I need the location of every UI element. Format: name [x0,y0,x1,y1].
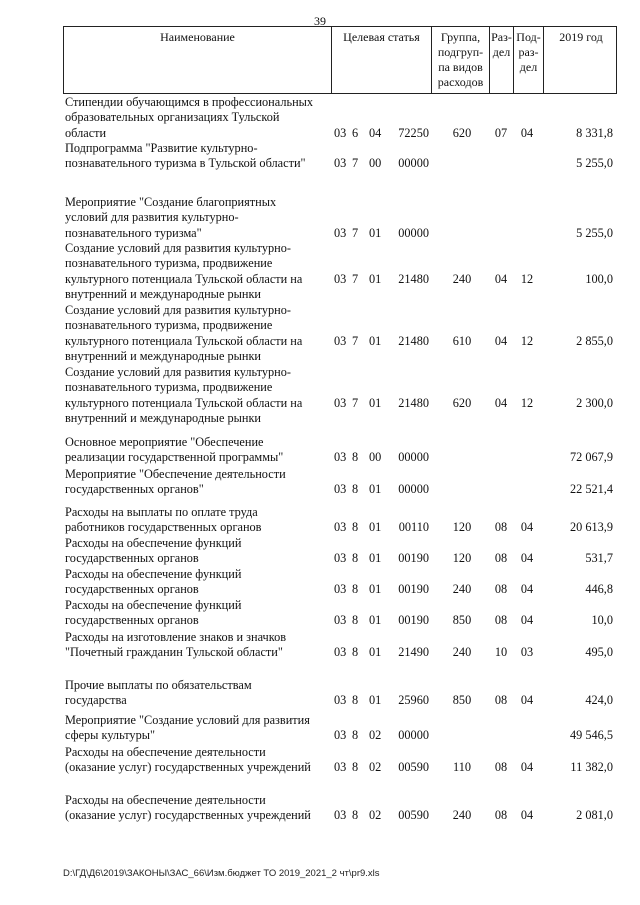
row-name [65,241,331,303]
row-cell-c6: 08 [494,693,508,708]
table-row [63,141,617,172]
row-cell-c2: 7 [352,333,359,348]
row-cell-c5: 120 [452,520,472,535]
row-cell-c4: 00000 [398,728,429,743]
row-cell-c8: 10,0 [591,613,613,628]
row-cell-c3: 01 [369,333,382,348]
row-cell-c2: 8 [352,551,359,566]
row-name [65,303,331,365]
table-row [63,630,617,661]
row-cell-c1: 03 [334,520,347,535]
row-cell-c3: 01 [369,395,382,410]
row-cell-c3: 01 [369,693,382,708]
row-name-line: Расходы на обеспечение деятельности [65,793,266,807]
row-name [65,678,331,709]
row-cell-c1: 03 [334,645,347,660]
row-cell-c4: 00000 [398,156,429,171]
row-cell-c5: 850 [452,693,472,708]
row-cell-c5: 620 [452,125,472,140]
row-name-line: культурного потенциала Тульской области на [65,395,303,410]
row-cell-c7: 04 [520,693,534,708]
row-name-line: познавательного туризма" [65,225,202,240]
row-name-line: Прочие выплаты по обязательствам [65,678,252,692]
row-name-line: Создание условий для развития культурно- [65,365,292,379]
header-section [490,27,514,93]
row-name-line: Расходы на изготовление знаков и значков [65,630,287,644]
row-name-line: Мероприятие "Создание условий для развития [65,713,310,727]
row-name [65,598,331,629]
table-row [63,793,617,824]
row-cell-c6: 04 [494,333,508,348]
row-cell-c4: 00000 [398,450,429,465]
row-cell-c6: 04 [494,395,508,410]
row-name-line: Основное мероприятие "Обеспечение [65,435,264,449]
row-name-line: Мероприятие "Создание благоприятных [65,195,277,209]
row-name-line: Расходы на обеспечение деятельности [65,745,266,759]
table-row [63,745,617,776]
row-name-line: государственных органов [65,582,199,597]
row-cell-c2: 8 [352,760,359,775]
row-name-line: области [65,125,107,140]
row-name-line: (оказание услуг) государственных учреждений [65,760,311,775]
row-name-line: государства [65,693,127,708]
header-subsection-line: дел [519,60,538,74]
header-target-label: Целевая статья [343,30,420,44]
row-name-line: культурного потенциала Тульской области на [65,333,303,348]
row-cell-c8: 2 081,0 [576,808,613,823]
row-name-line: познавательного туризма, продвижение [65,380,273,395]
row-cell-c4: 00190 [398,551,429,566]
page-number: 39 [314,14,326,28]
table-row [63,303,617,365]
row-name-line: внутренний и международные рынки [65,349,262,364]
row-cell-c8: 72 067,9 [569,450,613,465]
row-name-line: Расходы на обеспечение функций [65,536,242,550]
row-cell-c5: 120 [452,551,472,566]
row-name-line: познавательного туризма, продвижение [65,256,273,271]
row-cell-c7: 04 [520,760,534,775]
row-cell-c6: 08 [494,808,508,823]
row-cell-c8: 11 382,0 [570,760,613,775]
header-group-line: подгруп- [437,45,484,59]
row-cell-c2: 6 [352,125,359,140]
row-name-line: Мероприятие "Обеспечение деятельности [65,467,286,481]
row-cell-c6: 10 [494,645,508,660]
row-cell-c2: 7 [352,225,359,240]
row-cell-c7: 12 [520,395,534,410]
row-cell-c8: 49 546,5 [569,728,613,743]
row-cell-c8: 446,8 [585,582,613,597]
row-cell-c4: 21490 [398,645,429,660]
row-cell-c3: 01 [369,645,382,660]
header-section-line: дел [492,45,511,59]
row-cell-c2: 7 [352,395,359,410]
row-cell-c7: 03 [520,645,534,660]
row-name-line: внутренний и международные рынки [65,287,262,302]
row-cell-c4: 72250 [398,125,429,140]
header-group [432,27,490,93]
row-cell-c4: 25960 [398,693,429,708]
row-name [65,567,331,598]
row-cell-c3: 04 [369,125,382,140]
row-cell-c2: 8 [352,693,359,708]
row-cell-c5: 240 [452,808,472,823]
row-cell-c4: 21480 [398,395,429,410]
header-group-line: расходов [437,75,484,89]
row-cell-c7: 12 [520,333,534,348]
row-name [65,505,331,536]
file-path-footer: D:\ГД\Д6\2019\ЗАКОНЫ\ЗАС_66\Изм.бюджет ТО 2019_2021_2 чт\pr9.xls [63,868,380,879]
row-cell-c1: 03 [334,450,347,465]
table-row [63,567,617,598]
row-cell-c3: 02 [369,728,382,743]
table-row [63,598,617,629]
row-cell-c3: 01 [369,225,382,240]
row-cell-c6: 08 [494,520,508,535]
table-row [63,241,617,303]
row-name-line: образовательных организациях Тульской [65,110,280,125]
header-target [332,27,432,93]
row-cell-c8: 20 613,9 [569,520,613,535]
row-cell-c4: 00000 [398,225,429,240]
row-cell-c5: 240 [452,271,472,286]
row-cell-c6: 07 [494,125,508,140]
row-cell-c5: 850 [452,613,472,628]
row-cell-c8: 5 255,0 [576,156,613,171]
row-cell-c8: 5 255,0 [576,225,613,240]
row-cell-c8: 22 521,4 [569,482,613,497]
row-cell-c7: 04 [520,613,534,628]
row-cell-c8: 2 855,0 [576,333,613,348]
row-cell-c2: 7 [352,271,359,286]
header-name-label: Наименование [160,30,235,44]
row-name-line: государственных органов [65,551,199,566]
header-year [544,27,618,93]
row-cell-c1: 03 [334,333,347,348]
row-name-line: Создание условий для развития культурно- [65,241,292,255]
row-cell-c4: 21480 [398,333,429,348]
row-cell-c1: 03 [334,225,347,240]
row-name [65,745,331,776]
row-name-line: культурного потенциала Тульской области на [65,271,303,286]
row-name-line: "Почетный гражданин Тульской области" [65,645,283,660]
row-name-line: внутренний и международные рынки [65,411,262,426]
row-cell-c7: 04 [520,125,534,140]
row-cell-c4: 00590 [398,808,429,823]
table-row [63,195,617,241]
header-name [64,27,332,93]
row-cell-c7: 12 [520,271,534,286]
row-cell-c3: 00 [369,450,382,465]
row-cell-c6: 08 [494,582,508,597]
row-cell-c8: 531,7 [585,551,613,566]
row-cell-c8: 495,0 [585,645,613,660]
row-cell-c3: 02 [369,808,382,823]
row-cell-c7: 04 [520,551,534,566]
row-name [65,195,331,241]
row-cell-c1: 03 [334,271,347,286]
row-cell-c6: 08 [494,613,508,628]
row-cell-c5: 110 [453,760,471,775]
row-name-line: сферы культуры" [65,728,155,743]
row-cell-c4: 00000 [398,482,429,497]
row-name-line: познавательного туризма в Тульской области" [65,156,306,171]
row-cell-c1: 03 [334,482,347,497]
row-cell-c2: 8 [352,613,359,628]
row-cell-c5: 240 [452,645,472,660]
row-name-line: Расходы на выплаты по оплате труда [65,505,258,519]
row-name [65,713,331,744]
row-cell-c3: 01 [369,551,382,566]
row-cell-c8: 2 300,0 [576,395,613,410]
row-cell-c7: 04 [520,582,534,597]
row-cell-c3: 01 [369,582,382,597]
row-cell-c3: 01 [369,271,382,286]
row-cell-c2: 8 [352,728,359,743]
row-cell-c4: 21480 [398,271,429,286]
table-row [63,365,617,427]
row-cell-c2: 8 [352,808,359,823]
row-cell-c2: 8 [352,482,359,497]
row-cell-c1: 03 [334,582,347,597]
row-cell-c6: 08 [494,551,508,566]
row-cell-c1: 03 [334,156,347,171]
header-subsection-line: раз- [518,45,539,59]
row-name [65,435,331,466]
row-cell-c1: 03 [334,728,347,743]
table-row [63,536,617,567]
row-cell-c5: 240 [452,582,472,597]
row-cell-c1: 03 [334,693,347,708]
table-row [63,678,617,709]
row-name [65,365,331,427]
row-cell-c2: 8 [352,645,359,660]
row-name [65,141,331,172]
table-row [63,713,617,744]
row-cell-c2: 8 [352,582,359,597]
row-cell-c3: 00 [369,156,382,171]
header-group-line: Группа, [440,30,481,44]
row-cell-c1: 03 [334,760,347,775]
row-cell-c3: 01 [369,613,382,628]
row-cell-c8: 8 331,8 [576,125,613,140]
row-name [65,536,331,567]
row-name-line: государственных органов [65,613,199,628]
row-cell-c6: 08 [494,760,508,775]
row-cell-c3: 02 [369,760,382,775]
header-section-line: Раз- [491,30,512,44]
row-name-line: условий для развития культурно- [65,210,239,225]
row-cell-c4: 00190 [398,582,429,597]
row-name-line: Создание условий для развития культурно- [65,303,292,317]
row-cell-c1: 03 [334,613,347,628]
row-cell-c3: 01 [369,482,382,497]
row-name [65,95,331,141]
row-name-line: государственных органов" [65,482,204,497]
table-row [63,95,617,141]
row-cell-c1: 03 [334,125,347,140]
row-cell-c1: 03 [334,551,347,566]
row-cell-c3: 01 [369,520,382,535]
row-name-line: Расходы на обеспечение функций [65,598,242,612]
row-name-line: Подпрограмма "Развитие культурно- [65,141,258,155]
row-cell-c2: 7 [352,156,359,171]
row-name-line: реализации государственной программы" [65,450,284,465]
row-name-line: (оказание услуг) государственных учреждений [65,808,311,823]
row-name-line: Расходы на обеспечение функций [65,567,242,581]
row-cell-c1: 03 [334,808,347,823]
row-cell-c4: 00590 [398,760,429,775]
header-year-label: 2019 год [559,30,603,44]
table-row [63,435,617,466]
row-cell-c5: 610 [452,333,472,348]
header-group-line: па видов [438,60,483,74]
row-cell-c1: 03 [334,395,347,410]
row-name [65,467,331,498]
row-cell-c5: 620 [452,395,472,410]
row-cell-c7: 04 [520,520,534,535]
row-cell-c2: 8 [352,520,359,535]
header-subsection [514,27,544,93]
row-cell-c4: 00110 [398,520,429,535]
table-row [63,467,617,498]
row-cell-c8: 100,0 [585,271,613,286]
row-name-line: познавательного туризма, продвижение [65,318,273,333]
row-cell-c8: 424,0 [585,693,613,708]
table-row [63,505,617,536]
row-name-line: работников государственных органов [65,520,262,535]
row-name-line: Стипендии обучающимся в профессиональных [65,95,314,109]
row-cell-c2: 8 [352,450,359,465]
header-subsection-line: Под- [516,30,541,44]
row-name [65,630,331,661]
row-cell-c7: 04 [520,808,534,823]
table-header [63,26,617,94]
row-cell-c4: 00190 [398,613,429,628]
row-name [65,793,331,824]
row-cell-c6: 04 [494,271,508,286]
